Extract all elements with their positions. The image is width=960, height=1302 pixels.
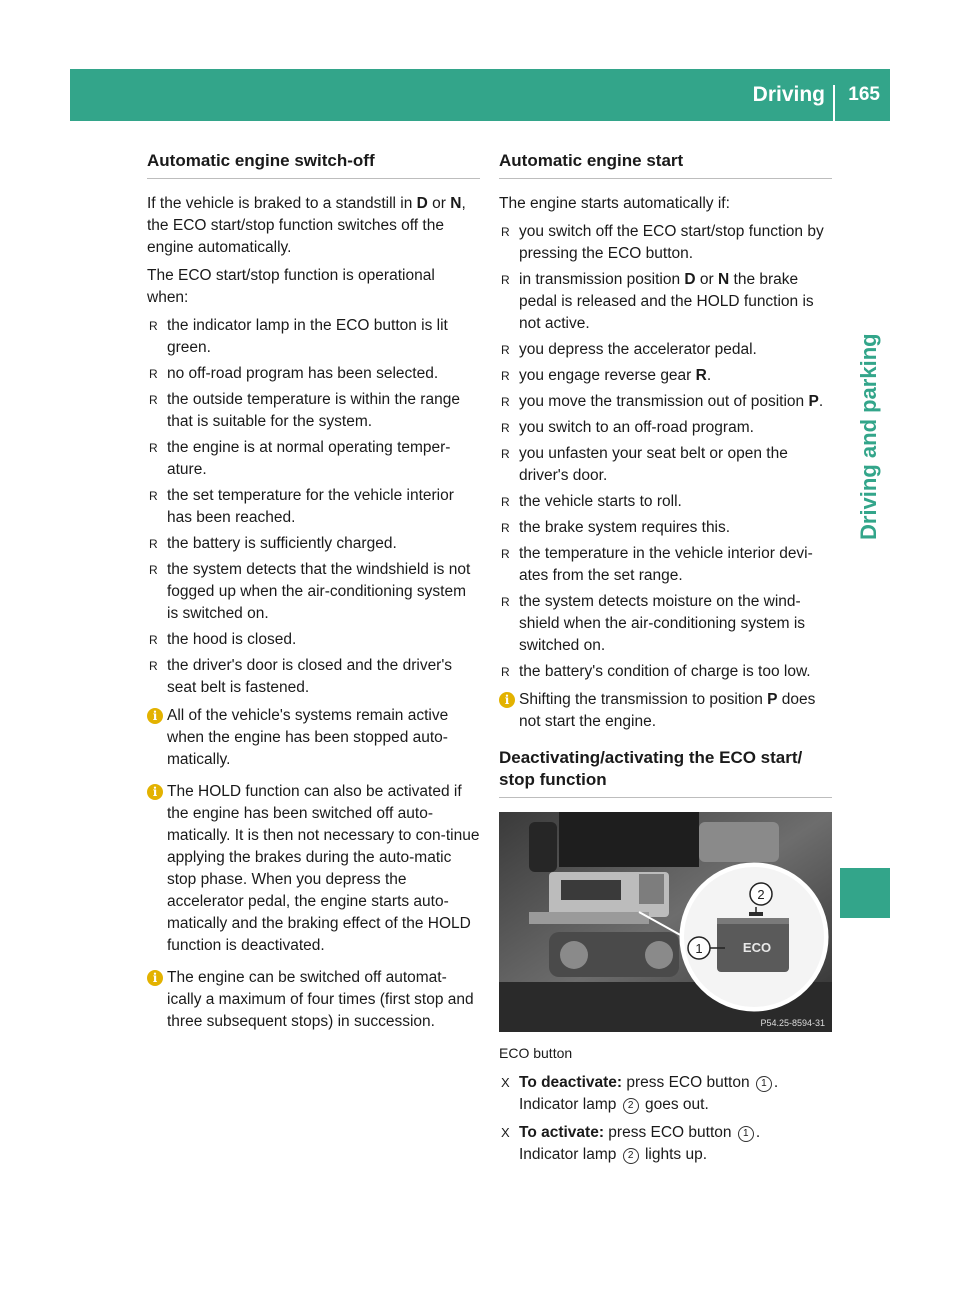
list-item-text: the indicator lamp in the ECO button is lit green. bbox=[167, 317, 448, 356]
list-item-text: the battery's condition of charge is too low. bbox=[519, 663, 811, 680]
list-item-text: you switch off the ECO start/stop function by pressing the ECO button. bbox=[519, 223, 824, 262]
info-text: All of the vehicle's systems remain active when the engine has been stopped auto-matically. bbox=[167, 707, 449, 768]
left-column bbox=[147, 150, 480, 1043]
bullet: R bbox=[149, 393, 158, 407]
list-item bbox=[499, 339, 832, 361]
list-item bbox=[499, 221, 832, 265]
text: lights up. bbox=[640, 1146, 708, 1163]
text: or bbox=[427, 195, 451, 212]
gear-d: D bbox=[684, 271, 696, 288]
list-item bbox=[499, 391, 832, 413]
bullet: R bbox=[501, 547, 510, 561]
text: Indicator lamp bbox=[519, 1146, 621, 1163]
list-item-text: the battery is sufficiently charged. bbox=[167, 535, 397, 552]
bullet: R bbox=[501, 447, 510, 461]
text: you engage reverse gear bbox=[519, 367, 696, 384]
list-item-text: the hood is closed. bbox=[167, 631, 297, 648]
info-note bbox=[147, 967, 480, 1033]
header-separator bbox=[833, 85, 835, 121]
text: in transmission position bbox=[519, 271, 685, 288]
gear-p: P bbox=[808, 393, 819, 410]
bullet: R bbox=[149, 537, 158, 551]
eco-label: ECO bbox=[742, 940, 772, 955]
list-item-text: the system detects moisture on the wind-shield when the air-conditioning system is switched on. bbox=[519, 593, 806, 654]
list-item bbox=[499, 591, 832, 657]
gear-n: N bbox=[450, 195, 462, 212]
list-item bbox=[147, 655, 480, 699]
dashboard-illustration bbox=[499, 812, 832, 1032]
marker-1: 1 bbox=[695, 941, 703, 956]
gear-p: P bbox=[767, 691, 778, 708]
bullet: R bbox=[149, 659, 158, 673]
section-title: Driving bbox=[752, 83, 825, 106]
gear-r: R bbox=[695, 367, 707, 384]
list-item bbox=[499, 269, 832, 335]
text: Indicator lamp bbox=[519, 1096, 621, 1113]
section-heading: Deactivating/activating the ECO start/ stop function bbox=[499, 747, 832, 798]
list-item bbox=[499, 491, 832, 513]
list-item bbox=[147, 363, 480, 385]
info-note bbox=[147, 781, 480, 957]
bullet: R bbox=[149, 367, 158, 381]
list-item-text: the system detects that the windshield is not fogged up when the air-conditioning system is switched on. bbox=[167, 561, 471, 622]
list-item-text: you switch to an off-road program. bbox=[519, 419, 754, 436]
list-item bbox=[147, 533, 480, 555]
list-item-text: the brake system requires this. bbox=[519, 519, 731, 536]
bullet: R bbox=[149, 441, 158, 455]
list-item-text: you depress the accelerator pedal. bbox=[519, 341, 757, 358]
list-item-text: the outside temperature is within the range that is suitable for the system. bbox=[167, 391, 460, 430]
info-icon: i bbox=[147, 784, 163, 800]
info-text: The engine can be switched off automat-ically a maximum of four times (first stop and three subsequent stops) in succession. bbox=[167, 969, 474, 1030]
chapter-tab-label: Driving and parking bbox=[856, 333, 881, 540]
bullet: R bbox=[501, 665, 510, 679]
list-item bbox=[147, 485, 480, 529]
text: . bbox=[755, 1124, 761, 1141]
instruction-step bbox=[499, 1072, 832, 1116]
step-arrow: X bbox=[501, 1125, 510, 1140]
list-item bbox=[499, 443, 832, 487]
callout-2: 2 bbox=[623, 1148, 639, 1164]
eco-button-photo bbox=[499, 812, 832, 1032]
instruction-step bbox=[499, 1122, 832, 1166]
text: . bbox=[818, 393, 824, 410]
list-item-text: no off-road program has been selected. bbox=[167, 365, 439, 382]
paragraph: The ECO start/stop function is operational when: bbox=[147, 267, 435, 306]
step-label: To deactivate: bbox=[519, 1074, 623, 1091]
bullet: R bbox=[501, 521, 510, 535]
conditions-list bbox=[147, 315, 480, 699]
bullet: R bbox=[501, 421, 510, 435]
bullet: R bbox=[501, 595, 510, 609]
list-item bbox=[147, 629, 480, 651]
callout-1: 1 bbox=[738, 1126, 754, 1142]
callout-1: 1 bbox=[756, 1076, 772, 1092]
bullet: R bbox=[501, 343, 510, 357]
info-icon: i bbox=[499, 692, 515, 708]
start-conditions-list bbox=[499, 221, 832, 683]
text: , the ECO start/stop function switches off the engine automatically. bbox=[147, 195, 466, 256]
text: or bbox=[695, 271, 719, 288]
page-header bbox=[752, 69, 890, 121]
info-icon: i bbox=[147, 970, 163, 986]
gear-d: D bbox=[416, 195, 428, 212]
list-item bbox=[499, 517, 832, 539]
section-heading: Automatic engine start bbox=[499, 150, 832, 179]
section-heading: Automatic engine switch-off bbox=[147, 150, 480, 179]
bullet: R bbox=[501, 273, 510, 287]
bullet: R bbox=[501, 369, 510, 383]
info-note bbox=[499, 689, 832, 733]
text: goes out. bbox=[640, 1096, 709, 1113]
list-item bbox=[147, 389, 480, 433]
bullet: R bbox=[501, 225, 510, 239]
bullet: R bbox=[149, 489, 158, 503]
bullet: R bbox=[149, 633, 158, 647]
list-item-text: the engine is at normal operating temper-ature. bbox=[167, 439, 451, 478]
gear-n: N bbox=[718, 271, 730, 288]
list-item bbox=[499, 365, 832, 387]
callout-2: 2 bbox=[623, 1098, 639, 1114]
bullet: R bbox=[149, 319, 158, 333]
right-column bbox=[499, 150, 832, 1172]
step-label: To activate: bbox=[519, 1124, 604, 1141]
text: . bbox=[773, 1074, 779, 1091]
step-arrow: X bbox=[501, 1075, 510, 1090]
bullet: R bbox=[149, 563, 158, 577]
list-item-text: the vehicle starts to roll. bbox=[519, 493, 682, 510]
text: . bbox=[706, 367, 712, 384]
text: Shifting the transmission to position bbox=[519, 691, 768, 708]
list-item bbox=[499, 543, 832, 587]
image-code: P54.25-8594-31 bbox=[760, 1018, 825, 1028]
text: the brake pedal is released and the HOLD function is not active. bbox=[519, 271, 814, 332]
page-number: 165 bbox=[848, 84, 880, 105]
list-item bbox=[499, 661, 832, 683]
info-icon: i bbox=[147, 708, 163, 724]
text: If the vehicle is braked to a standstill in bbox=[147, 195, 417, 212]
list-item-text: the set temperature for the vehicle interior has been reached. bbox=[167, 487, 454, 526]
paragraph: The engine starts automatically if: bbox=[499, 195, 730, 212]
text: does not start the engine. bbox=[519, 691, 816, 730]
list-item-text: the driver's door is closed and the driver's seat belt is fastened. bbox=[167, 657, 453, 696]
marker-2: 2 bbox=[757, 887, 765, 902]
list-item bbox=[147, 559, 480, 625]
list-item-text: you unfasten your seat belt or open the driver's door. bbox=[519, 445, 788, 484]
list-item bbox=[147, 437, 480, 481]
bullet: R bbox=[501, 495, 510, 509]
text: press ECO button bbox=[604, 1124, 736, 1141]
list-item bbox=[147, 315, 480, 359]
list-item bbox=[499, 417, 832, 439]
list-item-text: the temperature in the vehicle interior devi-ates from the set range. bbox=[519, 545, 813, 584]
paragraph bbox=[147, 193, 480, 259]
info-text: The HOLD function can also be activated if the engine has been switched off auto-matically. It is then not necessary to con-tinue applying the brakes during the auto-matic stop phase. When you depress the accelerator pedal, the engine starts auto-matically and the braking effect of the HOLD function is deactivated. bbox=[167, 783, 480, 954]
chapter-tab-marker bbox=[840, 868, 890, 918]
text: press ECO button bbox=[622, 1074, 754, 1091]
text: you move the transmission out of position bbox=[519, 393, 809, 410]
info-note bbox=[147, 705, 480, 771]
figure-caption: ECO button bbox=[499, 1045, 573, 1061]
bullet: R bbox=[501, 395, 510, 409]
